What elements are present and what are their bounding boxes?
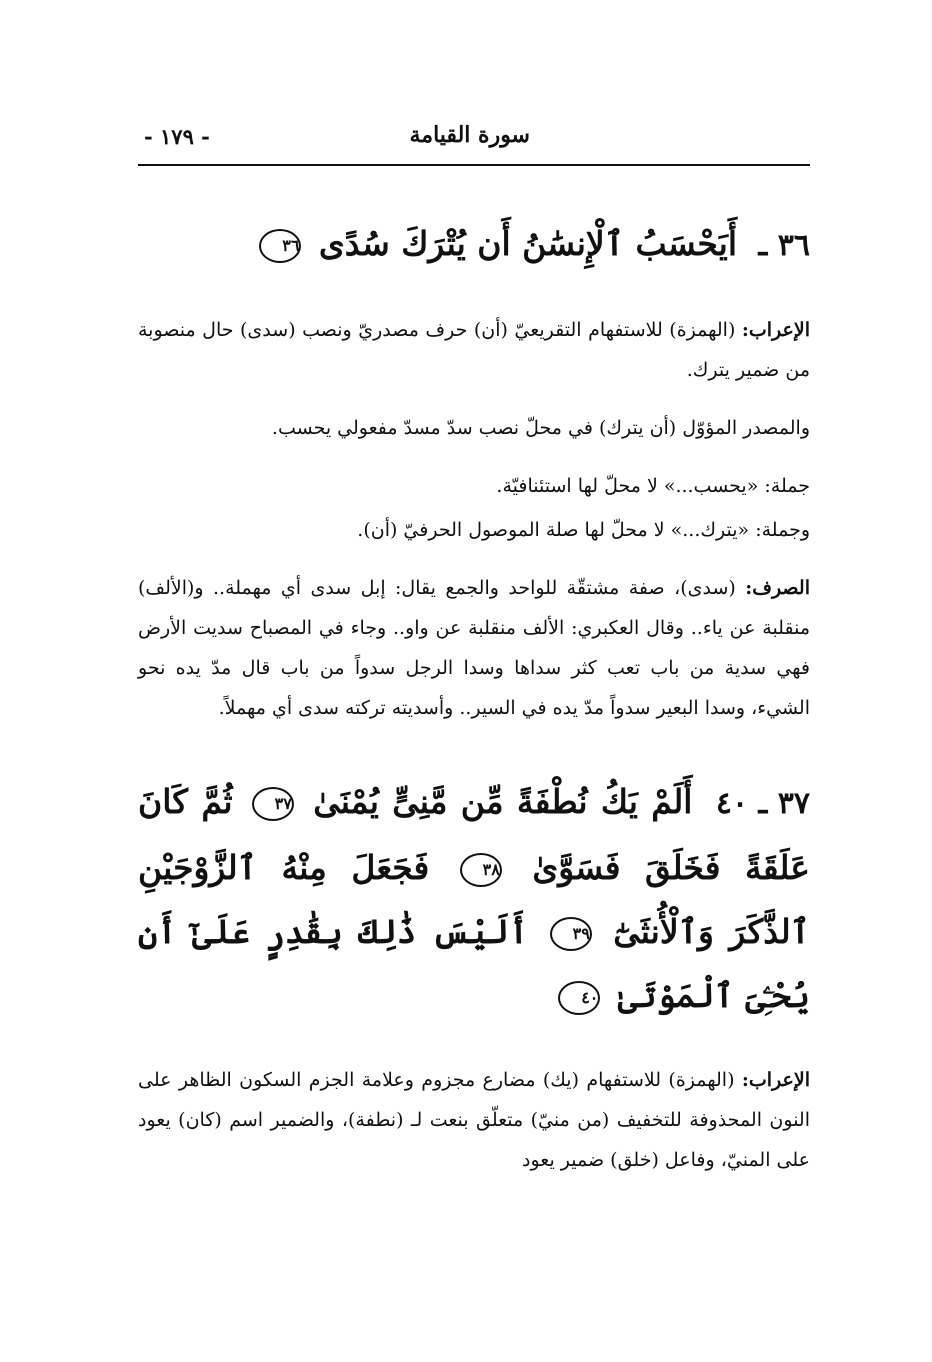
verse-number: ٣٦ ـ xyxy=(758,228,810,263)
masdar-paragraph: والمصدر المؤوّل (أن يترك) في محلّ نصب سدّ مسدّ مفعولي يحسب. xyxy=(271,417,810,439)
verse-39-text: فَجَعَلَ مِنْهُ ٱلزَّوْجَيْنِ ٱلذَّكَرَ وَٱلْأُنثَىٰٓ xyxy=(138,848,810,951)
irab-label: الإعراب: xyxy=(741,319,810,341)
page-number: - ١٧٩ - xyxy=(144,124,210,149)
irab-text: (الهمزة) للاستفهام (يك) مضارع مجزوم وعلامة الجزم السكون الظاهر على النون المحذوفة للتخفيف (من منيّ) متعلّق بنعت لـ (نطفة)، والضمير اسم (كان) يعود على المنيّ، وفاعل (خلق) ضمير يعود xyxy=(138,1069,810,1171)
verse-text: أَيَحْسَبُ ٱلْإِنسَٰنُ أَن يُتْرَكَ سُدًى xyxy=(318,224,738,263)
irab-label: الإعراب: xyxy=(741,1069,810,1091)
verse-number: ٣٧ ـ ٤٠ xyxy=(715,786,810,821)
ayah-end-mark-icon: ٣٩ xyxy=(550,917,592,951)
verses-37-40 xyxy=(138,770,810,1028)
verse-36 xyxy=(138,212,810,278)
ayah-end-mark-icon: ٣٨ xyxy=(460,853,502,887)
running-header xyxy=(138,118,810,166)
jumla-line-1: جملة: «يحسب...» لا محلّ لها استئنافيّة. xyxy=(496,475,810,497)
jumla-line-2: وجملة: «يترك...» لا محلّ لها صلة الموصول الحرفيّ (أن). xyxy=(357,519,810,541)
sarf-text: (سدى)، صفة مشتقّة للواحد والجمع يقال: إبل سدى أي مهملة.. و(الألف) منقلبة عن ياء.. وقال العكبري: الألف منقلبة عن واو.. وجاء في المصباح سديت الأرض فهي سدية من باب تعب كثر سداها وسدا الرجل سدواً من باب قال مدّ يده نحو الشيء، وسدا البعير سدواً مدّ يده في السير.. وأسديته تركته سدى أي مهملاً. xyxy=(138,577,810,719)
surah-title: سورة القيامة xyxy=(409,122,530,148)
ayah-end-mark-icon: ٣٧ xyxy=(252,787,294,821)
sarf-paragraph xyxy=(138,568,810,728)
irab-paragraph-2 xyxy=(138,1060,810,1180)
irab-paragraph xyxy=(138,310,810,390)
ayah-end-mark-icon: ٤٠ xyxy=(558,981,600,1015)
sarf-label: الصرف: xyxy=(745,577,810,599)
verse-40-text: أَلَيْسَ ذَٰلِكَ بِقَٰدِرٍ عَلَىٰٓ أَن يُحْـِۧىَ ٱلْمَوْتَىٰ xyxy=(138,912,810,1015)
verse-38-text: ثُمَّ كَانَ عَلَقَةً فَخَلَقَ فَسَوَّىٰ xyxy=(138,782,810,887)
irab-text: (الهمزة) للاستفهام التقريعيّ (أن) حرف مصدريّ ونصب (سدى) حال منصوبة من ضمير يترك. xyxy=(138,319,810,381)
ayah-end-mark-icon: ٣٦ xyxy=(259,229,301,263)
verse-37-text: أَلَمْ يَكُ نُطْفَةً مِّن مَّنِىٍّ يُمْنَىٰ xyxy=(313,782,693,821)
book-page xyxy=(138,118,810,1238)
